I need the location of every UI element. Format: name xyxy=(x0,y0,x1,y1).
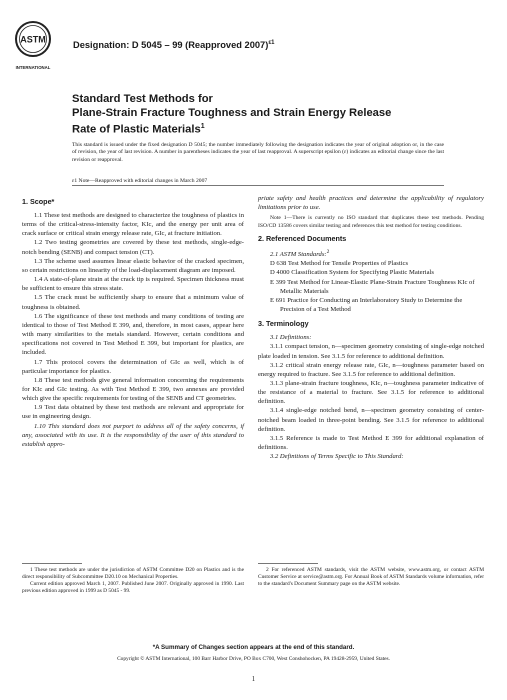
reference-item: D 638 Test Method for Tensile Properties of Plastics xyxy=(270,260,409,268)
paragraph-1-5: 1.5 The crack must be sufficiently sharp to ensure that a minimum value of toughness is obtained. xyxy=(22,294,244,311)
scope-continuation: priate safety and health practices and determine the applicability of regulatory limitations prior to use. xyxy=(258,195,484,212)
terminology-heading: 3. Terminology xyxy=(258,319,309,329)
summary-of-changes-note: *A Summary of Changes section appears at the end of this standard. xyxy=(152,644,355,651)
designation: Designation: D 5045 – 99 (Reapproved 2007)$^{\varepsilon 1}$ xyxy=(73,40,275,51)
definitions-specific-heading: 3.2 Definitions of Terms Specific to This Standard: xyxy=(270,453,404,461)
paragraph-1-6: 1.6 The significance of these test methods and many conditions of testing are identical to those of Test Method E 399, and, therefore, in most cases, appear here with many similarities to the metals standard. However, certain conditions and specifications not covered in Test Method E 399, but important for plastics, are included. xyxy=(22,312,244,357)
paragraph-1-2: 1.2 Two testing geometries are covered by these test methods, single-edge-notch bending (SENB) and compact tension (CT). xyxy=(22,239,244,256)
paragraph-1-4: 1.4 A state-of-plane strain at the crack tip is required. Specimen thickness must be sufficient to ensure this stress state. xyxy=(22,276,244,293)
copyright-line: Copyright © ASTM International, 100 Barr Harbor Drive, PO Box C700, West Conshohocken, PA 19428-2959, United States. xyxy=(117,656,390,662)
issued-statement: This standard is issued under the fixed designation D 5045; the number immediately following the designation indicates the year of original adoption or, in the case of revision, the year of last revision. A number in parentheses indicates the year of last reapproval. A superscript epsilon (ε) indicates an editorial change since the last revision or reapproval. xyxy=(72,142,444,163)
footnote-1: 1 These test methods are under the jurisdiction of ASTM Committee D20 on Plastics and is the direct responsibility of Subcommittee D20.10 on Mechanical Properties. Current edition approved March 1, 2007. Published June 2007. Originally approved in 1990. Last previous edition approved in 1999 as D 5045 - 99. xyxy=(22,567,244,594)
astm-standards-intro: 2.1 ASTM Standards:$^2$ xyxy=(270,248,330,259)
paragraph-1-9: 1.9 Test data obtained by these test methods are relevant and appropriate for use in engineering design. xyxy=(22,404,244,421)
footnote-2: 2 For referenced ASTM standards, visit the ASTM website, www.astm.org, or contact ASTM Customer Service at service@astm.org. For Annual Book of ASTM Standards volume information, refer to the standard's Document Summary page on the ASTM website. xyxy=(258,567,484,587)
logo-text: ASTM xyxy=(20,34,46,45)
definition-3-1-4: 3.1.4 single-edge notched bend, n—specimen geometry consisting of center-notched beam loaded in three-point bending. See 3.1.5 for reference to additional definition. xyxy=(258,407,484,433)
definition-3-1-2: 3.1.2 critical strain energy release rate, GIc, n—toughness parameter based on energy required to fracture. See 3.1.5 for reference to additional definition. xyxy=(258,361,484,378)
definition-3-1-3: 3.1.3 plane-strain fracture toughness, KIc, n—toughness parameter indicative of the resistance of a material to fracture. See 3.1.5 for reference to additional definition. xyxy=(258,379,484,406)
referenced-documents-heading: 2. Referenced Documents xyxy=(258,233,347,243)
paragraph-1-7: 1.7 This protocol covers the determination of GIc as well, which is of particular importance for plastics. xyxy=(22,358,244,375)
paragraph-1-10: 1.10 This standard does not purport to address all of the safety concerns, if any, associated with its use. It is the responsibility of the user of this standard to establish appro- xyxy=(22,422,244,448)
reference-list xyxy=(258,259,484,314)
footnote-rule-left xyxy=(22,563,82,564)
page-number: 1 xyxy=(251,676,256,683)
astm-logo xyxy=(14,20,52,74)
definition-3-1-5: 3.1.5 Reference is made to Test Method E 399 for additional explanation of definitions. xyxy=(258,434,484,452)
svg-text:INTERNATIONAL: INTERNATIONAL xyxy=(15,65,51,70)
left-column xyxy=(22,197,244,449)
header-divider xyxy=(72,185,444,186)
reference-item: E 399 Test Method for Linear-Elastic Plane-Strain Fracture Toughness KIc of Metallic Materials xyxy=(270,278,475,295)
definitions-heading: 3.1 Definitions: xyxy=(270,334,312,342)
reference-item: E 691 Practice for Conducting an Interlaboratory Study to Determine the Precision of a Test Method xyxy=(270,296,463,314)
definition-3-1-1: 3.1.1 compact tension, n—specimen geometry consisting of single-edge notched plate loaded in tension. See 3.1.5 for reference to additional definition. xyxy=(258,343,484,360)
paragraph-1-3: 1.3 The scheme used assumes linear elastic behavior of the cracked specimen, so certain restrictions on linearity of the load-displacement diagram are imposed. xyxy=(22,257,244,274)
reference-item: D 4000 Classification System for Specifying Plastic Materials xyxy=(270,269,434,277)
document-title: Standard Test Methods for Plane-Strain Fracture Toughness and Strain Energy Release Rate of Plastic Materials$^1$ xyxy=(72,93,392,136)
scope-heading: 1. Scope* xyxy=(22,197,55,206)
epsilon-note: ε1 Note—Reapproved with editorial changes in March 2007 xyxy=(72,178,208,184)
paragraph-1-8: 1.8 These test methods give general information concerning the requirements for KIc and GIc testing. As with Test Method E 399, two annexes are provided which give the specific requirements for testing of the SENB and CT geometries. xyxy=(22,376,244,403)
paragraph-1-1: 1.1 These test methods are designed to characterize the toughness of plastics in terms of the critical-stress-intensity factor, KIc, and the energy per unit area of crack surface or critical strain energy release rate, GIc, at fracture initiation. xyxy=(22,212,244,238)
right-column xyxy=(258,194,484,461)
footnote-rule-right xyxy=(258,563,318,564)
note-1: Note 1—There is currently no ISO standard that duplicates these test methods. Pending ISO/CD 13586 covers similar testing and references this test method for testing conditions. xyxy=(258,215,484,229)
